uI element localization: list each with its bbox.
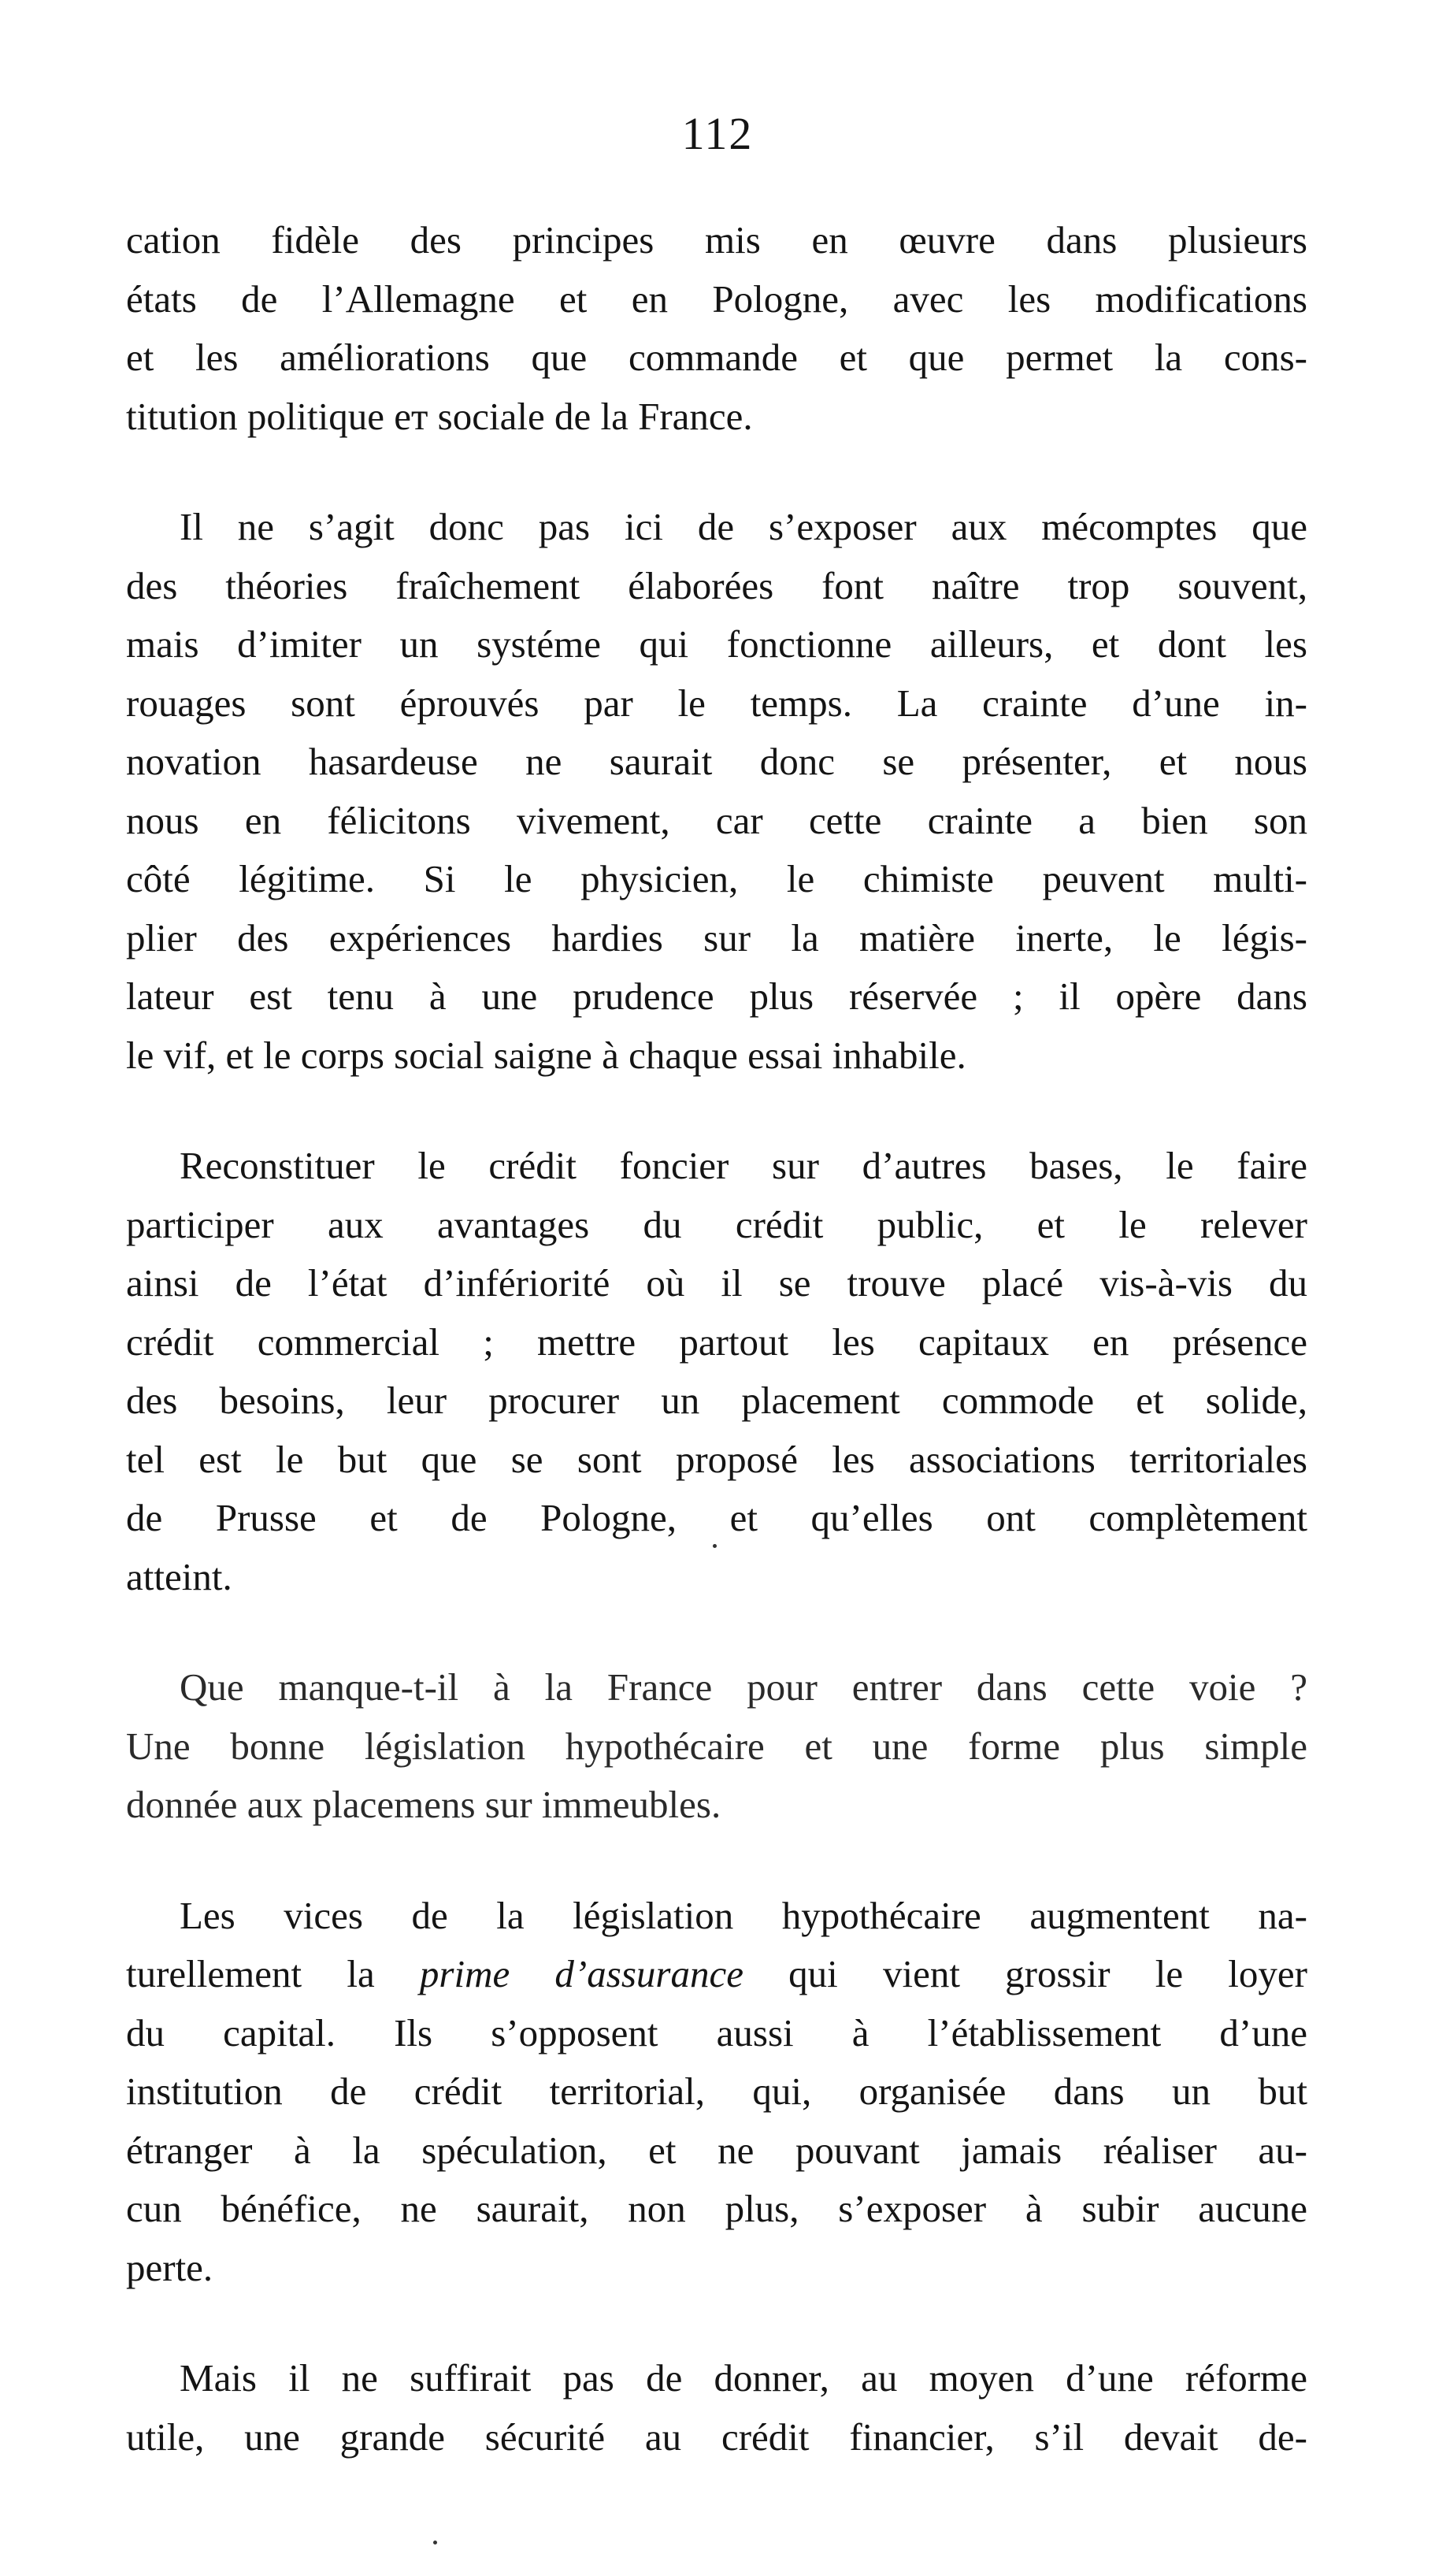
text-line: Mais il ne suffirait pas de donner, au moyen d’une réforme: [180, 2356, 1307, 2400]
text-line: Les vices de la législation hypothécaire augmentent na-: [180, 1893, 1307, 1937]
text-line: et les améliorations que commande et que permet la cons-: [126, 336, 1307, 379]
text-line: mais d’imiter un systéme qui fonctionne ailleurs, et dont les: [126, 622, 1307, 666]
text-line: utile, une grande sécurité au crédit financier, s’il devait de-: [126, 2415, 1307, 2459]
text-line: lateur est tenu à une prudence plus réservée ; il opère dans: [126, 974, 1307, 1018]
text-line: donnée aux placemens sur immeubles.: [126, 1783, 721, 1826]
text-line: du capital. Ils s’opposent aussi à l’établissement d’une: [126, 2010, 1307, 2054]
text-line: cation fidèle des principes mis en œuvre dans plusieurs: [126, 218, 1307, 262]
text-fragment: turellement la prime d’assurance qui vient grossir le loyer: [126, 1952, 1307, 1995]
text-line: des théories fraîchement élaborées font naître trop souvent,: [126, 563, 1307, 607]
text-line: perte.: [126, 2245, 213, 2289]
text-line: [126, 1945, 1307, 2004]
text-line: états de l’Allemagne et en Pologne, avec les modifications: [126, 277, 1307, 321]
paragraph-1: [126, 211, 1307, 446]
text-line: côté légitime. Si le physicien, le chimiste peuvent multi-: [126, 857, 1307, 900]
text-line: ainsi de l’état d’infériorité où il se trouve placé vis-à-vis du: [126, 1261, 1307, 1305]
text-line: rouages sont éprouvés par le temps. La crainte d’une in-: [126, 681, 1307, 725]
text-line: crédit commercial ; mettre partout les capitaux en présence: [126, 1320, 1307, 1364]
paragraph-3: [126, 1137, 1307, 1606]
body-text: [126, 211, 1307, 2518]
text-line: participer aux avantages du crédit public, et le relever: [126, 1202, 1307, 1246]
print-speck: [433, 2541, 437, 2544]
page-number: 112: [681, 108, 754, 159]
text-line: cun bénéfice, ne saurait, non plus, s’exposer à subir aucune: [126, 2187, 1307, 2230]
text-line: Reconstituer le crédit foncier sur d’autres bases, le faire: [180, 1144, 1307, 1187]
paragraph-5: [126, 1887, 1307, 2298]
text-line: étranger à la spéculation, et ne pouvant jamais réaliser au-: [126, 2128, 1307, 2172]
text-line: Une bonne législation hypothécaire et une forme plus simple: [126, 1724, 1307, 1768]
text-line: des besoins, leur procurer un placement commode et solide,: [126, 1379, 1307, 1422]
text-line: Que manque-t-il à la France pour entrer dans cette voie ?: [180, 1665, 1307, 1709]
paragraph-4: [126, 1658, 1307, 1835]
print-speck: [713, 1544, 717, 1548]
text-line: titution politique eт sociale de la France.: [126, 394, 753, 438]
text-line: atteint.: [126, 1554, 232, 1598]
text-line: nous en félicitons vivement, car cette crainte a bien son: [126, 798, 1307, 842]
text-line: tel est le but que se sont proposé les associations territoriales: [126, 1437, 1307, 1481]
text-line: institution de crédit territorial, qui, organisée dans un but: [126, 2069, 1307, 2113]
text-line: de Prusse et de Pologne, et qu’elles ont complètement: [126, 1496, 1307, 1539]
paragraph-2: [126, 498, 1307, 1085]
text-line: plier des expériences hardies sur la matière inerte, le légis-: [126, 915, 1307, 960]
italic-term: prime d’assurance: [419, 1952, 743, 1995]
text-line: le vif, et le corps social saigne à chaque essai inhabile.: [126, 1033, 966, 1077]
text-line: novation hasardeuse ne saurait donc se présenter, et nous: [126, 740, 1307, 783]
paragraph-6: [126, 2349, 1307, 2467]
text-line: Il ne s’agit donc pas ici de s’exposer aux mécomptes que: [180, 505, 1307, 548]
